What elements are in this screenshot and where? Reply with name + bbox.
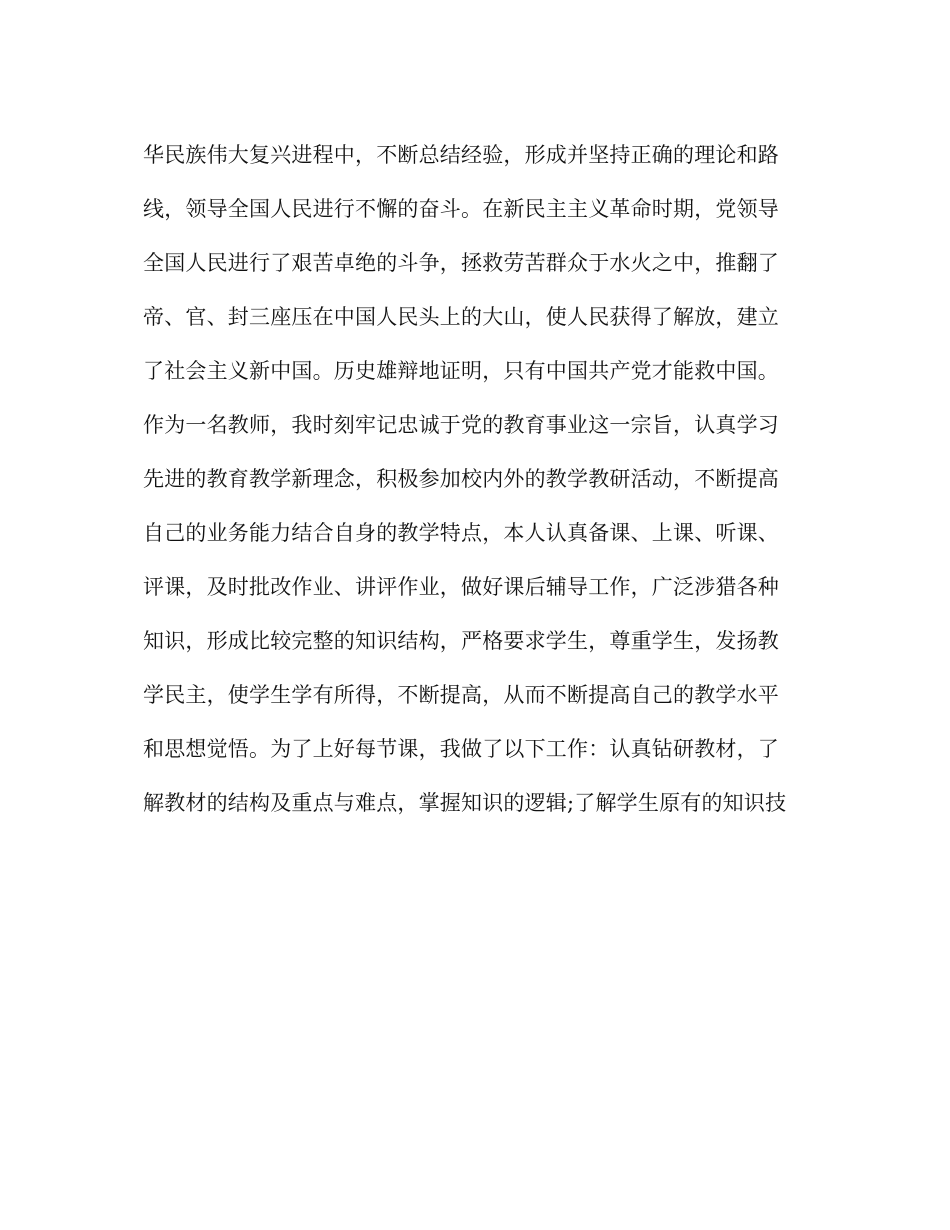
text-line: 知识，形成比较完整的知识结构，严格要求学生，尊重学生，发扬教 bbox=[143, 629, 779, 653]
text-line: 评课，及时批改作业、讲评作业，做好课后辅导工作，广泛涉猎各种 bbox=[143, 575, 779, 599]
text-line: 自己的业务能力结合自身的教学特点，本人认真备课、上课、听课、 bbox=[143, 521, 779, 545]
text-line: 华民族伟大复兴进程中，不断总结经验，形成并坚持正确的理论和路 bbox=[143, 143, 779, 167]
text-line: 线，领导全国人民进行不懈的奋斗。在新民主主义革命时期，党领导 bbox=[143, 197, 779, 221]
text-line: 帝、官、封三座压在中国人民头上的大山，使人民获得了解放，建立 bbox=[143, 305, 779, 329]
text-line: 作为一名教师，我时刻牢记忠诚于党的教育事业这一宗旨，认真学习 bbox=[143, 413, 779, 437]
text-line: 先进的教育教学新理念，积极参加校内外的教学教研活动，不断提高 bbox=[143, 467, 779, 491]
text-line: 学民主，使学生学有所得，不断提高，从而不断提高自己的教学水平 bbox=[143, 683, 779, 707]
text-line: 了社会主义新中国。历史雄辩地证明，只有中国共产党才能救中国。 bbox=[143, 359, 779, 383]
body-text bbox=[143, 137, 843, 839]
text-line: 解教材的结构及重点与难点，掌握知识的逻辑;了解学生原有的知识技 bbox=[143, 791, 787, 815]
text-line: 全国人民进行了艰苦卓绝的斗争，拯救劳苦群众于水火之中，推翻了 bbox=[143, 251, 779, 275]
text-line: 和思想觉悟。为了上好每节课，我做了以下工作：认真钻研教材，了 bbox=[143, 737, 779, 761]
